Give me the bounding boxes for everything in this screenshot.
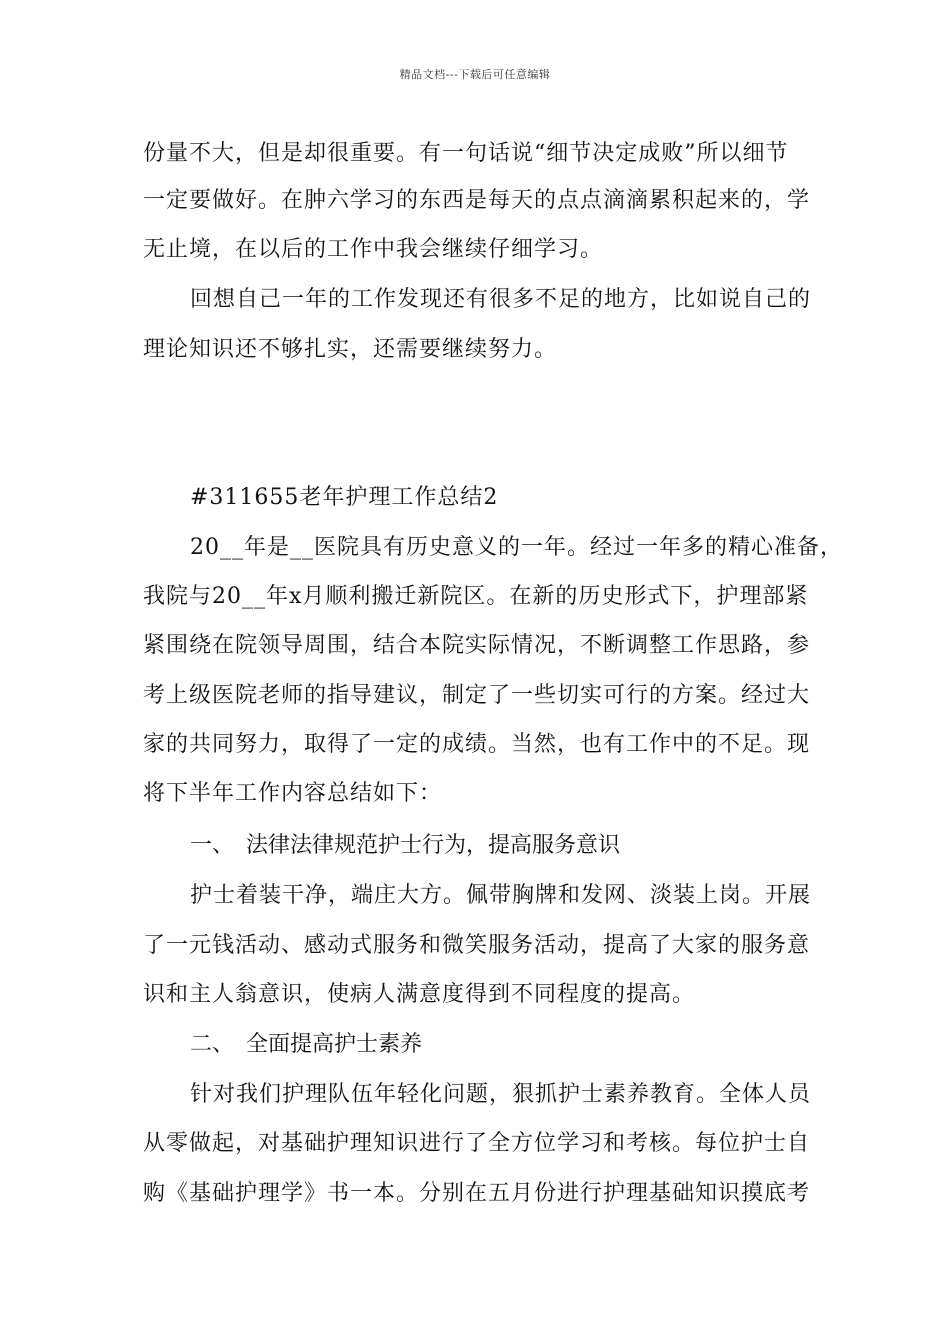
paragraph-line: 护士着装干净，端庄大方。佩带胸牌和发网、淡装上岗。开展	[190, 883, 812, 908]
paragraph-line: 从零做起，对基础护理知识进行了全方位学习和考核。每位护士自	[143, 1131, 811, 1156]
paragraph-line: 针对我们护理队伍年轻化问题，狠抓护士素养教育。全体人员	[190, 1082, 812, 1107]
paragraph-line: 购《基础护理学》书一本。分别在五月份进行护理基础知识摸底考	[143, 1181, 811, 1206]
paragraph-line: 我院与20__年x月顺利搬迁新院区。在新的历史形式下，护理部紧	[143, 584, 809, 609]
paragraph-line: 考上级医院老师的指导建议，制定了一些切实可行的方案。经过大	[143, 683, 811, 708]
paragraph-line: 无止境，在以后的工作中我会继续仔细学习。	[143, 237, 604, 262]
page-header: 精品文档---下载后可任意编辑	[399, 68, 551, 81]
paragraph-line: 了一元钱活动、感动式服务和微笑服务活动，提高了大家的服务意	[143, 933, 811, 958]
paragraph-line: 识和主人翁意识，使病人满意度得到不同程度的提高。	[143, 982, 696, 1007]
heading-text: 全面提高护士素养	[246, 1032, 423, 1057]
heading-number: 二、	[190, 1032, 235, 1057]
paragraph-line: 紧围绕在院领导周围，结合本院实际情况，不断调整工作思路，参	[143, 633, 811, 658]
paragraph-line: 回想自己一年的工作发现还有很多不足的地方，比如说自己的	[190, 287, 812, 312]
section-heading	[190, 832, 620, 860]
paragraph-line: 家的共同努力，取得了一定的成绩。当然，也有工作中的不足。现	[143, 732, 811, 757]
paragraph-line: 将下半年工作内容总结如下：	[143, 781, 443, 806]
section-title: #311655老年护理工作总结2	[190, 485, 499, 510]
section-heading	[190, 1031, 422, 1059]
heading-number: 一、	[190, 833, 235, 858]
paragraph-line: 理论知识还不够扎实，还需要继续努力。	[143, 337, 558, 362]
paragraph-line: 20__年是__医院具有历史意义的一年。经过一年多的精心准备，	[190, 535, 843, 560]
heading-text: 法律法律规范护士行为，提高服务意识	[246, 833, 621, 858]
paragraph-line: 一定要做好。在肿六学习的东西是每天的点点滴滴累积起来的，学	[143, 188, 811, 213]
paragraph-line: 份量不大，但是却很重要。有一句话说“细节决定成败”所以细节	[143, 141, 789, 166]
